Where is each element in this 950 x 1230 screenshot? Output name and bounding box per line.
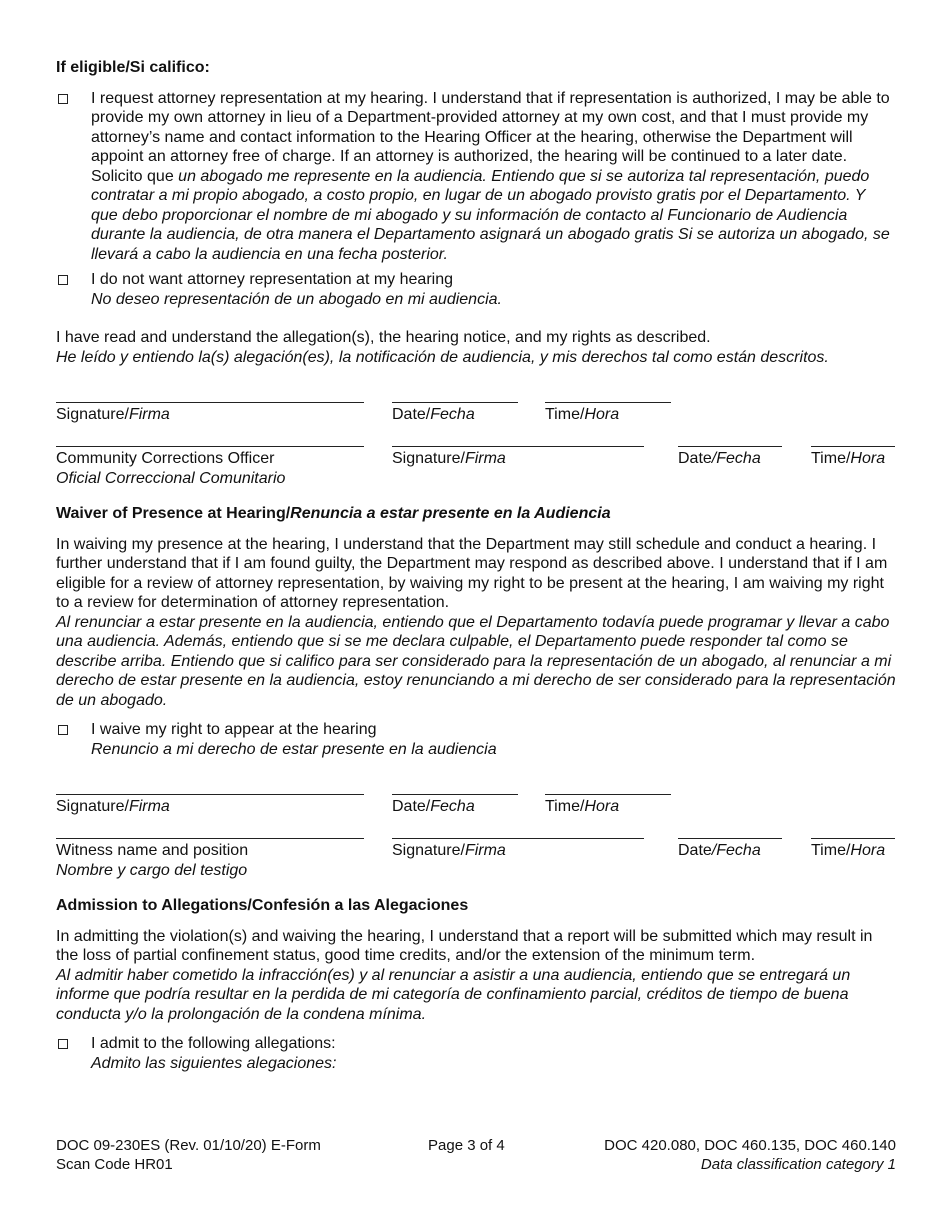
admission-body-en: In admitting the violation(s) and waiving the hearing, I understand that a report will be submitted which may result in the loss of partial confinement status, good time credits, and/or the extension of the minimum term. (56, 927, 873, 964)
officer-time-field[interactable] (811, 446, 895, 469)
waiver-time-field[interactable] (545, 794, 671, 817)
officer-time-label: Time/Hora (811, 450, 886, 467)
offender-signature-field[interactable] (56, 402, 364, 425)
admission-body-es: Al admitir haber cometido la infracción(es) y al renunciar a asistir a una audiencia, entiendo que se entregará un informe que podría resultar en la perdida de mi categoría de confinamiento parcial, créditos de tiempo de buena conducta y/o la prolongación de la condena mínima. (56, 966, 851, 1023)
officer-name-label-es: Oficial Correccional Comunitario (56, 469, 286, 487)
acknowledgement-es: He leído y entiendo la(s) alegación(es), la notificación de audiencia, y mis derechos tal como están descritos. (56, 348, 829, 366)
waive-appearance-option (56, 720, 896, 759)
officer-date-field[interactable] (678, 446, 782, 469)
request-attorney-checkbox[interactable] (58, 94, 68, 104)
offender-date-field[interactable] (392, 402, 518, 425)
witness-signature-label: Signature/Firma (392, 842, 506, 859)
offender-time-label: Time/Hora (545, 406, 620, 423)
data-classification: Data classification category 1 (700, 1155, 896, 1173)
request-attorney-es-lead: Solicito que (91, 167, 174, 185)
officer-date-label: Date/Fecha (678, 450, 761, 467)
witness-date-label: Date/Fecha (678, 842, 761, 859)
request-attorney-option (56, 89, 896, 265)
officer-signature-field[interactable] (392, 446, 644, 469)
officer-name-field[interactable] (56, 446, 364, 488)
decline-attorney-option (56, 270, 896, 309)
waiver-time-label: Time/Hora (545, 798, 620, 815)
scan-code: Scan Code HR01 (56, 1155, 173, 1173)
offender-time-field[interactable] (545, 402, 671, 425)
officer-signature-label: Signature/Firma (392, 450, 506, 467)
admit-allegations-text-en: I admit to the following allegations: (91, 1035, 336, 1052)
request-attorney-text-es (91, 167, 896, 265)
offender-date-label: Date/Fecha (392, 406, 475, 423)
admit-allegations-option (56, 1034, 896, 1073)
witness-name-label-es: Nombre y cargo del testigo (56, 861, 248, 879)
witness-time-field[interactable] (811, 838, 895, 861)
waiver-body-en: In waiving my presence at the hearing, I understand that the Department may still schedule and conduct a hearing. I further understand that if I am found guilty, the Department may respond as described above. I understand that if I am eligible for a review of attorney representation, by waiving my right to be present at the hearing, I am waiving my right to a review for determination of attorney representation. (56, 535, 888, 611)
offender-signature-row (56, 402, 896, 446)
page-number: Page 3 of 4 (428, 1137, 505, 1154)
footer-right (604, 1137, 896, 1174)
decline-attorney-text-es: No deseo representación de un abogado en mi audiencia. (91, 290, 502, 308)
waiver-signature-row (56, 794, 896, 838)
witness-name-field[interactable] (56, 838, 364, 880)
waiver-date-label: Date/Fecha (392, 798, 475, 815)
offender-signature-label: Signature/Firma (56, 406, 170, 423)
waive-appearance-text-es: Renuncio a mi derecho de estar presente en la audiencia (91, 740, 497, 758)
footer-left (56, 1137, 321, 1174)
witness-signature-field[interactable] (392, 838, 644, 861)
admit-allegations-checkbox[interactable] (58, 1039, 68, 1049)
eligible-heading: If eligible/Si califico: (56, 59, 210, 76)
waiver-date-field[interactable] (392, 794, 518, 817)
request-attorney-text-en: I request attorney representation at my hearing. I understand that if representation is authorized, I may be able to provide my own attorney in lieu of a Department-provided attorney at my own cost, and that I must provide my attorney’s name and contact information to the Hearing Officer at the hearing, otherwise the Department will appoint an attorney free of charge. If an attorney is authorized, the hearing will be continued to a later date. (91, 89, 890, 165)
acknowledgement-en: I have read and understand the allegation(s), the hearing notice, and my rights as described. (56, 329, 711, 346)
form-id: DOC 09-230ES (Rev. 01/10/20) E-Form (56, 1137, 321, 1154)
witness-name-label: Witness name and position (56, 842, 249, 859)
witness-time-label: Time/Hora (811, 842, 886, 859)
officer-signature-row (56, 446, 896, 492)
waiver-heading: Waiver of Presence at Hearing/Renuncia a estar presente en la Audiencia (56, 505, 611, 522)
form-page (56, 56, 896, 1073)
witness-signature-row (56, 838, 896, 884)
witness-date-field[interactable] (678, 838, 782, 861)
waive-appearance-checkbox[interactable] (58, 725, 68, 735)
decline-attorney-checkbox[interactable] (58, 275, 68, 285)
waiver-signature-label: Signature/Firma (56, 798, 170, 815)
admission-heading: Admission to Allegations/Confesión a las Alegaciones (56, 897, 469, 914)
waiver-signature-field[interactable] (56, 794, 364, 817)
decline-attorney-text-en: I do not want attorney representation at my hearing (91, 271, 453, 288)
acknowledgement (56, 328, 896, 367)
waiver-body-es: Al renunciar a estar presente en la audiencia, entiendo que el Departamento todavía puede programar y llevar a cabo una audiencia. Además, entiendo que si se me declara culpable, el Departamento puede responder tal como se describe arriba. Entiendo que si califico para ser considerado para la representación de un abogado, al renunciar a mi derecho de estar presente en la audiencia, estoy renunciando a mi derecho de ser considerado para la representación de un abogado. (56, 613, 896, 709)
officer-name-label: Community Corrections Officer (56, 450, 275, 467)
request-attorney-es-body: un abogado me represente en la audiencia. Entiendo que si se autoriza tal representación, puedo contratar a mi propio abogado, a costo propio, en lugar de un abogado provisto gratis por el Departamento. Y que debo proporcionar el nombre de mi abogado y su información de contacto al Funcionario de Audiencia durante la audiencia, de otra manera el Departamento asignará un abogado gratis Si se autoriza un abogado, se llevará a cabo la audiencia en una fecha posterior. (91, 167, 890, 263)
waive-appearance-text-en: I waive my right to appear at the hearing (91, 721, 377, 738)
policy-references: DOC 420.080, DOC 460.135, DOC 460.140 (604, 1137, 896, 1154)
admit-allegations-text-es: Admito las siguientes alegaciones: (91, 1054, 337, 1072)
